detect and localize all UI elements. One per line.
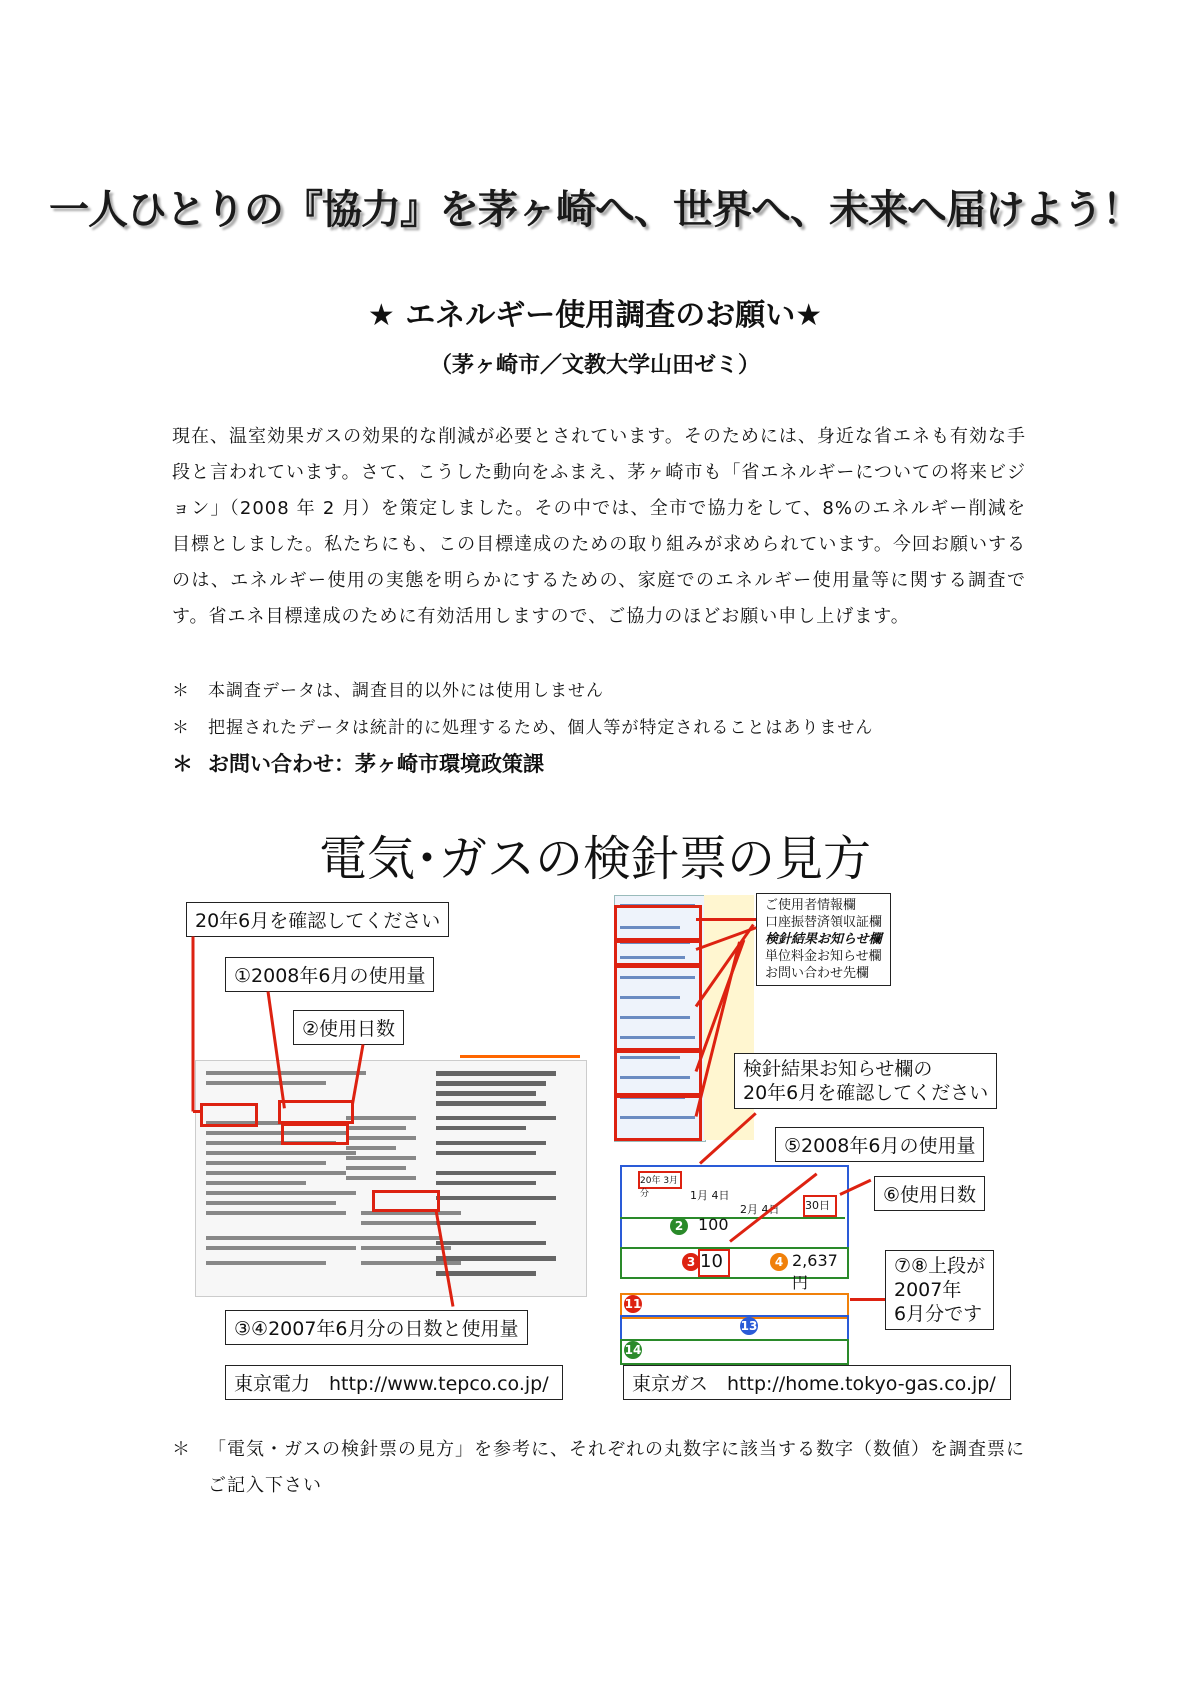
gas-confirm-line: 検針結果お知らせ欄の bbox=[743, 1058, 933, 1080]
note-bullet: ＊ bbox=[172, 681, 190, 701]
gas-confirm-line: 20年6月を確認してください bbox=[743, 1082, 989, 1104]
gas-redbox bbox=[614, 1095, 702, 1141]
gas-number-3-icon: 3 bbox=[682, 1253, 700, 1271]
gas-receipt-bottom-image bbox=[620, 1165, 850, 1355]
electric-receipt-illustration bbox=[196, 1061, 586, 1296]
note-statistics bbox=[172, 713, 873, 738]
gas-prevyear-line: 2007年 bbox=[894, 1279, 962, 1301]
gas-confirm-label bbox=[734, 1053, 997, 1109]
electric-receipt-image bbox=[195, 1060, 587, 1297]
electric-receipt-accent-line bbox=[460, 1055, 580, 1058]
gas-redbox bbox=[614, 905, 702, 941]
gas-info-field: ご使用者情報欄 bbox=[765, 898, 857, 913]
gas-usage-value: 10 bbox=[698, 1249, 730, 1277]
note-text: 把握されたデータは統計的に処理するため、個人等が特定されることはありません bbox=[208, 718, 874, 738]
electric-days-label: ②使用日数 bbox=[293, 1010, 404, 1045]
gas-redbox bbox=[614, 940, 702, 966]
final-text: 「電気・ガスの検針票の見方」を参考に、それぞれの丸数字に該当する数字（数値）を調査票にご記入下さい bbox=[208, 1439, 1025, 1496]
gas-prevyear-label bbox=[885, 1250, 994, 1330]
gas-info-field: 単位料金お知らせ欄 bbox=[765, 949, 882, 964]
gas-usage-label: ⑤2008年6月の使用量 bbox=[775, 1127, 984, 1162]
gas-info-field: 検針結果お知らせ欄 bbox=[765, 932, 882, 947]
electric-redbox-prevyear bbox=[372, 1190, 440, 1212]
note-bullet: ＊ bbox=[172, 718, 190, 738]
gas-period: 20年 3月分 bbox=[638, 1171, 682, 1189]
headline: 一人ひとりの『協力』を茅ヶ崎へ、世界へ、未来へ届けよう！ bbox=[49, 187, 1141, 233]
arrow-line bbox=[850, 1298, 885, 1301]
gas-prevyear-line: 6月分です bbox=[894, 1303, 983, 1325]
gas-number-14-icon: 14 bbox=[624, 1343, 642, 1357]
electric-redbox-days bbox=[281, 1123, 349, 1145]
gas-number-13-icon: 13 bbox=[740, 1319, 758, 1333]
gas-prev-row bbox=[620, 1315, 849, 1341]
electric-confirm-label: 20年6月を確認してください bbox=[186, 902, 449, 937]
tokyo-gas-link[interactable]: 東京ガス http://home.tokyo-gas.co.jp/ bbox=[623, 1365, 1011, 1400]
arrow-line bbox=[193, 1110, 201, 1113]
gas-end-date: 2月 4日 bbox=[740, 1203, 780, 1216]
survey-subtitle: （茅ヶ崎市／文教大学山田ゼミ） bbox=[429, 353, 760, 378]
arrow-line bbox=[696, 918, 756, 921]
contact-bullet: ＊ bbox=[172, 752, 193, 776]
electric-redbox-usage bbox=[278, 1100, 354, 1124]
gas-info-fields bbox=[756, 893, 891, 986]
final-instruction bbox=[172, 1432, 1032, 1504]
gas-info-field: お問い合わせ先欄 bbox=[765, 966, 870, 981]
gas-meter-value: 100 bbox=[698, 1215, 729, 1234]
contact-text: お問い合わせ：茅ヶ崎市環境政策課 bbox=[208, 752, 544, 776]
electric-prevyear-label: ③④2007年6月分の日数と使用量 bbox=[225, 1310, 528, 1345]
gas-number-11-icon: 11 bbox=[624, 1297, 642, 1311]
note-text: 本調査データは、調査目的以外には使用しません bbox=[208, 681, 604, 701]
gas-prevyear-line: ⑦⑧上段が bbox=[894, 1255, 986, 1277]
note-privacy bbox=[172, 676, 604, 701]
survey-title: ★ エネルギー使用調査のお願い★ bbox=[367, 298, 823, 333]
tepco-link[interactable]: 東京電力 http://www.tepco.co.jp/ bbox=[225, 1365, 563, 1400]
final-bullet: ＊ bbox=[172, 1439, 191, 1460]
gas-prev-row bbox=[620, 1339, 849, 1365]
gas-number-2-icon: 2 bbox=[670, 1217, 688, 1235]
meter-guide-title: 電気･ガスの検針票の見方 bbox=[318, 831, 871, 887]
gas-days-label: ⑥使用日数 bbox=[874, 1176, 985, 1211]
gas-days-value: 30日 bbox=[803, 1195, 837, 1217]
gas-number-4-icon: 4 bbox=[770, 1253, 788, 1271]
gas-info-field: 口座振替済領収証欄 bbox=[765, 915, 883, 930]
gas-redbox bbox=[614, 1050, 702, 1096]
gas-start-date: 1月 4日 bbox=[690, 1189, 730, 1202]
contact-info bbox=[172, 748, 544, 778]
electric-redbox-period bbox=[200, 1103, 258, 1127]
electric-usage-label: ①2008年6月の使用量 bbox=[225, 957, 434, 992]
gas-meter-row bbox=[620, 1217, 845, 1239]
arrow-line bbox=[192, 937, 195, 1112]
intro-paragraph: 現在、温室効果ガスの効果的な削減が必要とされています。そのためには、身近な省エネも有効な手段と言われています。さて、こうした動向をふまえ、茅ヶ崎市も「省エネルギーについての将来ビジョン」（2008 年 2 月）を策定しました。その中では、全市で協力をして、8%のエネルギー削減を目標としました。私たちにも、この目標達成のための取り組みが求められています。今回お願いするのは、エネルギー使用の実態を明らかにするための、家庭でのエネルギー使用量等に関する調査です。省エネ目標達成のために有効活用しますので、ご協力のほどお願い申し上げます。 bbox=[172, 426, 1026, 627]
gas-amount-value: 2,637円 bbox=[792, 1251, 838, 1292]
gas-redbox bbox=[614, 965, 702, 1051]
